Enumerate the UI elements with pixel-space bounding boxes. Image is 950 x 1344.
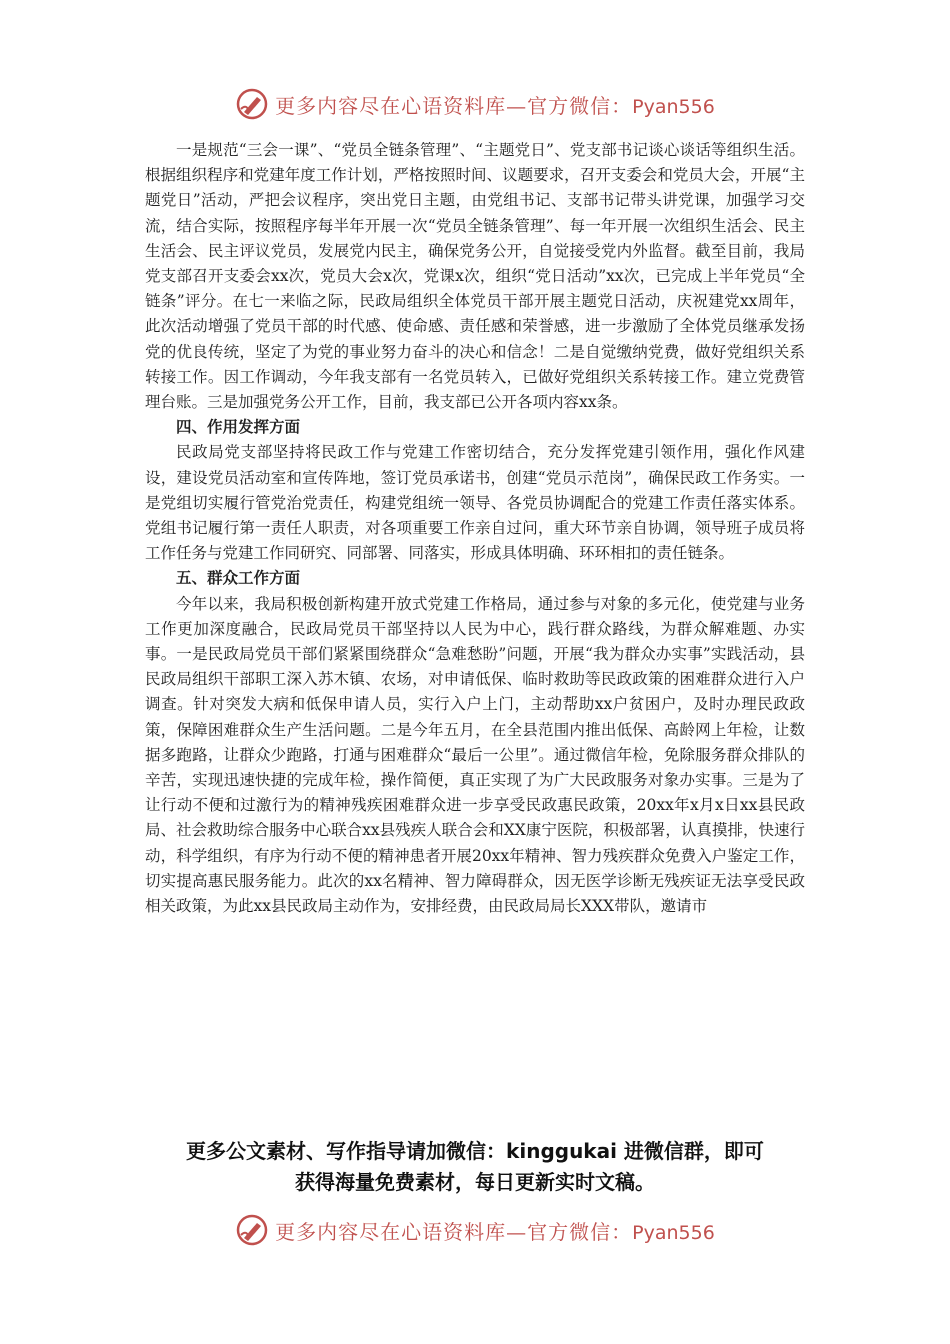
document-body	[145, 138, 805, 919]
footer-line-2: 获得海量免费素材，每日更新实时文稿。	[295, 1170, 655, 1194]
banner-text: 更多内容尽在心语资料库—官方微信：Pyan556	[275, 93, 715, 118]
section-heading-5: 五、群众工作方面	[176, 569, 301, 588]
footer-banner	[0, 1210, 950, 1250]
paragraph-3: 今年以来，我局积极创新构建开放式党建工作格局，通过参与对象的多元化，使党建与业务工作更加深度融合，民政局党员干部坚持以人民为中心，践行群众路线，为群众解难题、办实事。一是民政局党员干部们紧紧围绕群众“急难愁盼”问题，开展“我为群众办实事”实践活动，县民政局组织干部职工深入苏木镇、农场，对申请低保、临时救助等民政政策的困难群众进行入户调查。针对突发大病和低保申请人员，实行入户上门，主动帮助xx户贫困户，及时办理民政政策，保障困难群众生产生活问题。二是今年五月，在全县范围内推出低保、高龄网上年检，让数据多跑路，让群众少跑路，打通与困难群众“最后一公里”。通过微信年检，免除服务群众排队的辛苦，实现迅速快捷的完成年检，操作简便，真正实现了为广大民政服务对象办实事。三是为了让行动不便和过激行为的精神残疾困难群众进一步享受民政惠民政策，20xx年x月x日xx县民政局、社会救助综合服务中心联合xx县残疾人联合会和XX康宁医院，积极部署，认真摸排，快速行动，科学组织，有序为行动不便的精神患者开展20xx年精神、智力残疾群众免费入户鉴定工作，切实提高惠民服务能力。此次的xx名精神、智力障碍群众，因无医学诊断无残疾证无法享受民政相关政策，为此xx县民政局主动作为，安排经费，由民政局局长XXX带队，邀请市	[145, 594, 805, 916]
paragraph-2: 民政局党支部坚持将民政工作与党建工作密切结合，充分发挥党建引领作用，强化作风建设，建设党员活动室和宣传阵地，签订党员承诺书，创建“党员示范岗”，确保民政工作务实。一是党组切实履行管党治党责任，构建党组统一领导、各党员协调配合的党建工作责任落实体系。党组书记履行第一责任人职责，对各项重要工作亲自过问，重大环节亲自协调，领导班子成员将工作任务与党建工作同研究、同部署、同落实，形成具体明确、环环相扣的责任链条。	[145, 443, 805, 563]
header-banner	[0, 84, 950, 124]
footer-line-1: 更多公文素材、写作指导请加微信：kinggukai 进微信群，即可	[186, 1139, 764, 1163]
pen-logo-icon	[235, 87, 269, 121]
paragraph-1: 一是规范“三会一课”、“党员全链条管理”、“主题党日”、党支部书记谈心谈话等组织生活。根据组织程序和党建年度工作计划，严格按照时间、议题要求，召开支委会和党员大会，开展“主题党日”活动，严把会议程序，突出党日主题，由党组书记、支部书记带头讲党课，加强学习交流，结合实际，按照程序每半年开展一次“党员全链条管理”、每一年开展一次组织生活会、民主生活会、民主评议党员，发展党内民主，确保党务公开，自觉接受党内外监督。截至目前，我局党支部召开支委会xx次，党员大会x次，党课x次，组织“党日活动”xx次，已完成上半年党员“全链条”评分。在七一来临之际，民政局组织全体党员干部开展主题党日活动，庆祝建党xx周年，此次活动增强了党员干部的时代感、使命感、责任感和荣誉感，进一步激励了全体党员继承发扬党的优良传统，坚定了为党的事业努力奋斗的决心和信念！二是自觉缴纳党费，做好党组织关系转接工作。因工作调动，今年我支部有一名党员转入，已做好党组织关系转接工作。建立党费管理台账。三是加强党务公开工作，目前，我支部已公开各项内容xx条。	[145, 141, 805, 412]
pen-logo-icon	[235, 1213, 269, 1247]
banner-text: 更多内容尽在心语资料库—官方微信：Pyan556	[275, 1219, 715, 1244]
footer-promo	[140, 1136, 810, 1198]
section-heading-4: 四、作用发挥方面	[176, 418, 301, 437]
